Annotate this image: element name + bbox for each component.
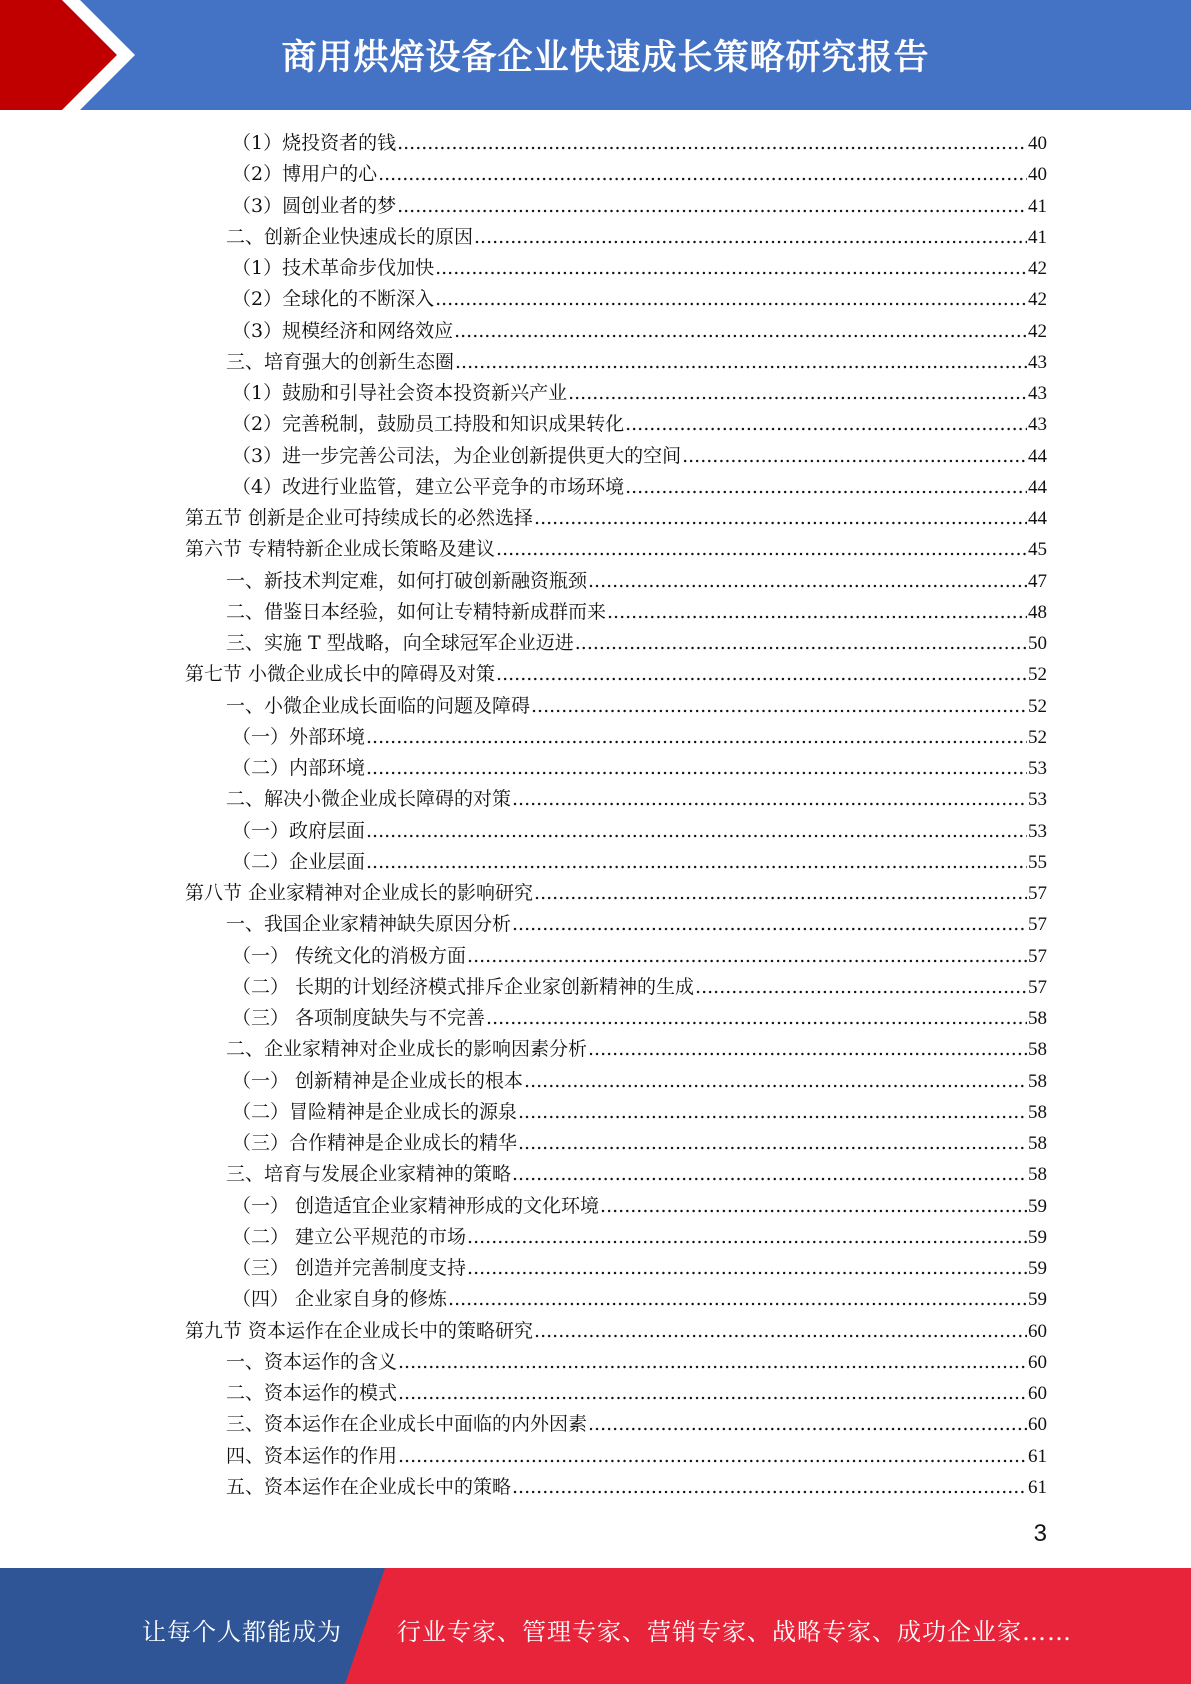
toc-entry-page: 43 <box>1028 383 1047 404</box>
toc-entry-label: （一）外部环境 <box>232 725 366 748</box>
toc-entry-label: 二、企业家精神对企业成长的影响因素分析 <box>226 1038 588 1061</box>
toc-leader-dots <box>524 1066 1027 1097</box>
toc-entry[interactable] <box>232 316 1047 347</box>
toc-entry[interactable] <box>185 503 1047 534</box>
toc-entry[interactable] <box>226 909 1047 940</box>
toc-leader-dots <box>531 691 1027 722</box>
toc-entry-page: 44 <box>1028 445 1047 467</box>
toc-leader-dots <box>467 941 1027 972</box>
toc-entry-page: 50 <box>1028 633 1047 654</box>
header-band <box>0 0 1191 110</box>
toc-entry-page: 44 <box>1028 508 1047 529</box>
toc-entry-label: （一） 创造适宜企业家精神形成的文化环境 <box>232 1194 600 1217</box>
report-title: 商用烘焙设备企业快速成长策略研究报告 <box>281 38 930 78</box>
toc-entry-label: 一、新技术判定难，如何打破创新融资瓶颈 <box>226 569 588 592</box>
toc-entry[interactable] <box>232 378 1047 409</box>
toc-entry-label: 一、小微企业成长面临的问题及障碍 <box>226 694 531 717</box>
toc-entry-label: 一、资本运作的含义 <box>226 1350 398 1373</box>
toc-entry-label: （二） 长期的计划经济模式排斥企业家创新精神的生成 <box>232 975 695 998</box>
toc-entry-label: （1）鼓励和引导社会资本投资新兴产业 <box>232 382 568 404</box>
toc-entry-page: 52 <box>1028 664 1047 686</box>
toc-entry-label: （2）博用户的心 <box>232 163 378 186</box>
toc-entry-page: 42 <box>1028 258 1047 279</box>
page-number: 3 <box>1033 1520 1047 1547</box>
toc-leader-dots <box>512 784 1027 815</box>
toc-entry-page: 42 <box>1028 289 1047 311</box>
toc-entry[interactable] <box>232 159 1047 190</box>
toc-entry-label: 二、借鉴日本经验，如何让专精特新成群而来 <box>226 600 607 623</box>
toc-entry-label: （1）烧投资者的钱 <box>232 132 397 154</box>
toc-leader-dots <box>575 628 1027 659</box>
toc-leader-dots <box>534 503 1027 534</box>
toc-leader-dots <box>496 534 1027 565</box>
toc-entry-page: 45 <box>1028 539 1047 561</box>
toc-entry[interactable] <box>185 659 1047 690</box>
toc-entry[interactable] <box>232 128 1047 159</box>
toc-entry[interactable] <box>226 597 1047 628</box>
toc-entry-label: （一） 创新精神是企业成长的根本 <box>232 1069 524 1092</box>
toc-leader-dots <box>695 972 1027 1003</box>
toc-leader-dots <box>454 316 1027 347</box>
toc-entry[interactable] <box>226 784 1047 815</box>
toc-leader-dots <box>534 1316 1027 1347</box>
toc-leader-dots <box>496 659 1027 690</box>
footer-slogan-left: 让每个人都能成为 <box>142 1618 342 1646</box>
toc-entry-label: （二） 建立公平规范的市场 <box>232 1225 467 1248</box>
toc-entry-page: 59 <box>1028 1289 1047 1311</box>
toc-leader-dots <box>625 472 1027 503</box>
toc-leader-dots <box>588 566 1027 597</box>
toc-leader-dots <box>398 1378 1027 1409</box>
toc-entry-label: （二）冒险精神是企业成长的源泉 <box>232 1100 518 1123</box>
toc-entry[interactable] <box>232 1128 1047 1159</box>
toc-entry[interactable] <box>226 1378 1047 1409</box>
toc-leader-dots <box>435 253 1027 284</box>
toc-leader-dots <box>600 1191 1027 1222</box>
toc-entry[interactable] <box>226 1159 1047 1190</box>
toc-entry-label: 第七节 小微企业成长中的障碍及对策 <box>185 663 496 686</box>
toc-leader-dots <box>518 1128 1027 1159</box>
toc-leader-dots <box>474 222 1027 253</box>
toc-entry[interactable] <box>232 1097 1047 1128</box>
toc-leader-dots <box>397 191 1027 222</box>
toc-entry-page: 60 <box>1028 1351 1047 1373</box>
toc-leader-dots <box>512 1472 1027 1503</box>
footer-slogan-right: 行业专家、管理专家、营销专家、战略专家、成功企业家…… <box>397 1618 1072 1646</box>
toc-entry[interactable] <box>226 1409 1047 1440</box>
toc-entry-page: 40 <box>1028 133 1047 154</box>
toc-entry-label: （2）完善税制，鼓励员工持股和知识成果转化 <box>232 413 625 436</box>
toc-entry-page: 59 <box>1028 1226 1047 1248</box>
toc-leader-dots <box>588 1034 1027 1065</box>
toc-entry-label: 二、解决小微企业成长障碍的对策 <box>226 788 512 811</box>
toc-entry-label: （二）内部环境 <box>232 757 366 779</box>
toc-entry-label: 三、培育强大的创新生态圈 <box>226 350 455 373</box>
toc-entry-page: 57 <box>1028 883 1047 904</box>
toc-entry[interactable] <box>226 691 1047 722</box>
toc-leader-dots <box>398 1441 1027 1472</box>
toc-leader-dots <box>486 1003 1027 1034</box>
toc-entry[interactable] <box>226 566 1047 597</box>
toc-entry-page: 53 <box>1028 789 1047 811</box>
toc-leader-dots <box>435 284 1027 315</box>
toc-entry-page: 53 <box>1028 758 1047 779</box>
toc-entry[interactable] <box>232 191 1047 222</box>
toc-entry-page: 60 <box>1028 1320 1047 1342</box>
toc-entry-page: 44 <box>1028 476 1047 498</box>
toc-entry-page: 55 <box>1028 851 1047 873</box>
toc-entry[interactable] <box>232 972 1047 1003</box>
toc-entry[interactable] <box>185 534 1047 565</box>
toc-entry[interactable] <box>232 847 1047 878</box>
toc-entry-page: 41 <box>1028 226 1047 248</box>
toc-entry-page: 58 <box>1028 1133 1047 1154</box>
toc-entry-label: （3）规模经济和网络效应 <box>232 319 454 342</box>
toc-entry-page: 41 <box>1028 195 1047 217</box>
toc-entry[interactable] <box>226 347 1047 378</box>
toc-entry[interactable] <box>185 1316 1047 1347</box>
toc-leader-dots <box>398 1347 1027 1378</box>
toc-leader-dots <box>366 722 1027 753</box>
toc-entry-page: 59 <box>1028 1195 1047 1217</box>
toc-entry-label: 第五节 创新是企业可持续成长的必然选择 <box>185 507 534 529</box>
toc-leader-dots <box>455 347 1027 378</box>
footer-banner <box>0 1568 1191 1684</box>
toc-entry[interactable] <box>226 222 1047 253</box>
toc-entry[interactable] <box>232 753 1047 784</box>
toc-entry[interactable] <box>232 472 1047 503</box>
toc-entry-label: （三）合作精神是企业成长的精华 <box>232 1132 518 1154</box>
toc-entry-label: （4）改进行业监管，建立公平竞争的市场环境 <box>232 475 625 498</box>
toc-leader-dots <box>682 441 1027 472</box>
toc-entry-page: 48 <box>1028 601 1047 623</box>
toc-entry-page: 58 <box>1028 1101 1047 1123</box>
toc-entry-label: （3）圆创业者的梦 <box>232 194 397 217</box>
toc-entry[interactable] <box>232 1191 1047 1222</box>
toc-leader-dots <box>366 847 1027 878</box>
toc-entry-page: 57 <box>1028 914 1047 936</box>
toc-leader-dots <box>366 753 1027 784</box>
toc-entry[interactable] <box>232 253 1047 284</box>
toc-entry-label: 第九节 资本运作在企业成长中的策略研究 <box>185 1319 534 1342</box>
toc-entry-label: 三、资本运作在企业成长中面临的内外因素 <box>226 1413 588 1436</box>
toc-entry-label: 三、实施 T 型战略，向全球冠军企业迈进 <box>226 632 574 654</box>
toc-leader-dots <box>467 1222 1027 1253</box>
toc-entry[interactable] <box>232 1253 1047 1284</box>
toc-entry[interactable] <box>232 1284 1047 1315</box>
toc-entry-page: 53 <box>1028 820 1047 842</box>
toc-entry[interactable] <box>226 1034 1047 1065</box>
toc-entry-label: （四） 企业家自身的修炼 <box>232 1288 448 1311</box>
toc-entry[interactable] <box>232 1222 1047 1253</box>
toc-entry[interactable] <box>232 1066 1047 1097</box>
toc-leader-dots <box>534 878 1027 909</box>
toc-entry-page: 58 <box>1028 1039 1047 1061</box>
toc-entry-page: 40 <box>1028 164 1047 186</box>
toc-entry-label: （3）进一步完善公司法，为企业创新提供更大的空间 <box>232 444 682 467</box>
toc-entry-label: （二）企业层面 <box>232 850 366 873</box>
toc-entry-label: （一） 传统文化的消极方面 <box>232 944 467 967</box>
toc-entry-label: （三） 创造并完善制度支持 <box>232 1257 467 1279</box>
toc-leader-dots <box>588 1409 1027 1440</box>
toc-entry-page: 59 <box>1028 1258 1047 1279</box>
toc-entry-label: （三） 各项制度缺失与不完善 <box>232 1007 486 1029</box>
toc-leader-dots <box>607 597 1027 628</box>
toc-leader-dots <box>448 1284 1027 1315</box>
toc-leader-dots <box>397 128 1027 159</box>
toc-entry-page: 58 <box>1028 1008 1047 1029</box>
toc-entry-page: 61 <box>1028 1476 1047 1498</box>
toc-entry-page: 43 <box>1028 351 1047 373</box>
toc-entry[interactable] <box>226 628 1047 659</box>
toc-entry-page: 58 <box>1028 1164 1047 1186</box>
toc-leader-dots <box>467 1253 1027 1284</box>
toc-entry-label: 第八节 企业家精神对企业成长的影响研究 <box>185 882 534 904</box>
toc-entry-page: 61 <box>1028 1445 1047 1467</box>
toc-leader-dots <box>378 159 1027 190</box>
toc-leader-dots <box>625 409 1027 440</box>
toc-entry-page: 52 <box>1028 695 1047 717</box>
toc-entry-page: 47 <box>1028 570 1047 592</box>
toc-entry-label: 三、培育与发展企业家精神的策略 <box>226 1163 512 1186</box>
toc-entry[interactable] <box>232 722 1047 753</box>
toc-entry[interactable] <box>232 1003 1047 1034</box>
toc-entry[interactable] <box>232 409 1047 440</box>
toc-entry[interactable] <box>232 441 1047 472</box>
toc-entry-page: 57 <box>1028 945 1047 967</box>
toc-entry[interactable] <box>232 941 1047 972</box>
toc-entry-label: 二、资本运作的模式 <box>226 1382 398 1404</box>
toc-entry-label: 第六节 专精特新企业成长策略及建议 <box>185 538 496 561</box>
toc-leader-dots <box>518 1097 1027 1128</box>
toc-entry-label: （1）技术革命步伐加快 <box>232 257 435 279</box>
toc-entry-label: 二、创新企业快速成长的原因 <box>226 225 474 248</box>
toc-entry-page: 57 <box>1028 976 1047 998</box>
toc-entry-label: 一、我国企业家精神缺失原因分析 <box>226 913 512 936</box>
toc-leader-dots <box>512 909 1027 940</box>
toc-entry[interactable] <box>226 1472 1047 1503</box>
toc-leader-dots <box>512 1159 1027 1190</box>
toc-entry[interactable] <box>226 1441 1047 1472</box>
toc-leader-dots <box>568 378 1027 409</box>
toc-entry-page: 52 <box>1028 726 1047 748</box>
toc-entry-page: 58 <box>1028 1070 1047 1092</box>
toc-entry-label: （一）政府层面 <box>232 819 366 842</box>
toc-entry[interactable] <box>232 816 1047 847</box>
toc-entry-label: 五、资本运作在企业成长中的策略 <box>226 1475 512 1498</box>
toc-entry[interactable] <box>185 878 1047 909</box>
toc-entry-page: 43 <box>1028 414 1047 436</box>
toc-entry-page: 60 <box>1028 1383 1047 1404</box>
toc-entry-page: 60 <box>1028 1414 1047 1436</box>
toc-leader-dots <box>366 816 1027 847</box>
toc-entry[interactable] <box>226 1347 1047 1378</box>
toc-entry-page: 42 <box>1028 320 1047 342</box>
toc-entry-label: （2）全球化的不断深入 <box>232 288 435 311</box>
toc-entry[interactable] <box>232 284 1047 315</box>
toc-entry-label: 四、资本运作的作用 <box>226 1444 398 1467</box>
